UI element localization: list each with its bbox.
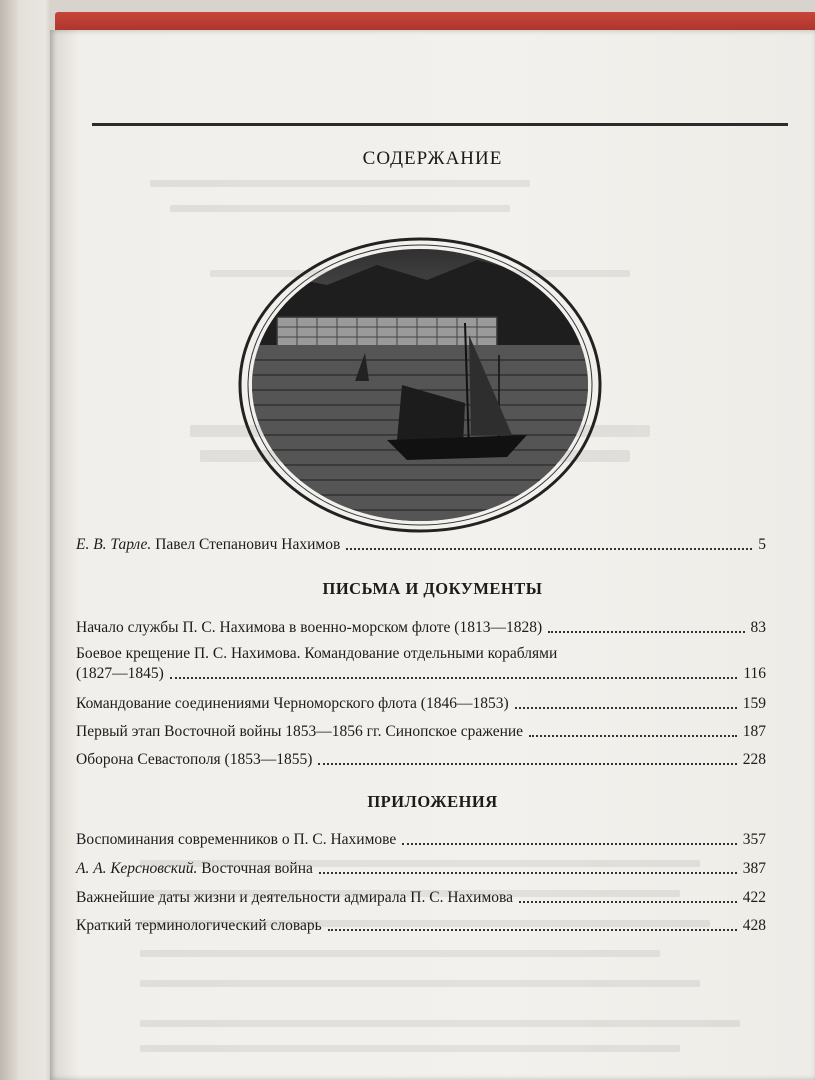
toc-page-number: 83 — [750, 619, 766, 636]
toc-entry-intro — [76, 535, 766, 555]
toc-entry — [76, 618, 766, 638]
toc-page-number: 357 — [742, 831, 766, 848]
toc-entry — [76, 888, 766, 908]
section-heading-appendices: ПРИЛОЖЕНИЯ — [367, 792, 498, 811]
toc-title: Начало службы П. С. Нахимова в военно-морском флоте (1813—1828) — [76, 619, 543, 636]
dot-leader — [319, 872, 737, 874]
book-page — [50, 30, 815, 1080]
toc-title: Первый этап Восточной войны 1853—1856 гг. Синопское сражение — [76, 723, 524, 740]
dot-leader — [346, 548, 752, 550]
toc-title: Павел Степанович Нахимов — [155, 536, 341, 553]
top-rule — [92, 123, 788, 126]
toc-page-number: 187 — [742, 723, 766, 740]
harbor-sailboat-engraving-icon — [237, 235, 603, 535]
toc-entry — [76, 722, 766, 742]
dot-leader — [170, 677, 737, 679]
toc-entry — [76, 916, 766, 936]
toc-title-continued: (1827—1845) — [76, 665, 164, 682]
toc-author: Е. В. Тарле. — [76, 536, 152, 553]
toc-entry — [76, 750, 766, 770]
dot-leader — [515, 707, 737, 709]
page-title: СОДЕРЖАНИЕ — [362, 148, 503, 169]
dot-leader — [529, 735, 737, 737]
toc-entry — [76, 830, 766, 850]
toc-title: Важнейшие даты жизни и деятельности адмирала П. С. Нахимова — [76, 889, 514, 906]
dot-leader — [318, 763, 736, 765]
toc-entry — [76, 859, 766, 879]
section-heading-letters: ПИСЬМА И ДОКУМЕНТЫ — [322, 579, 543, 598]
dot-leader — [519, 901, 737, 903]
toc-title: Боевое крещение П. С. Нахимова. Командование отдельными кораблями — [76, 645, 558, 662]
toc-page-number: 228 — [742, 751, 766, 768]
toc-page-number: 428 — [742, 917, 766, 934]
toc-page-number: 5 — [758, 536, 766, 553]
dot-leader — [328, 929, 737, 931]
toc-author: А. А. Керсновский. — [76, 860, 198, 877]
toc-title: Восточная война — [201, 860, 313, 877]
toc-entry — [76, 694, 766, 714]
dot-leader — [402, 843, 736, 845]
toc-page-number: 116 — [743, 665, 766, 682]
toc-page-number: 387 — [742, 860, 766, 877]
toc-title: Воспоминания современников о П. С. Нахимове — [76, 831, 397, 848]
toc-page-number: 422 — [742, 889, 766, 906]
toc-title: Командование соединениями Черноморского флота (1846—1853) — [76, 695, 509, 712]
toc-entry — [76, 644, 766, 684]
toc-title: Краткий терминологический словарь — [76, 917, 322, 934]
toc-page-number: 159 — [742, 695, 766, 712]
toc-title: Оборона Севастополя (1853—1855) — [76, 751, 313, 768]
dot-leader — [548, 631, 744, 633]
